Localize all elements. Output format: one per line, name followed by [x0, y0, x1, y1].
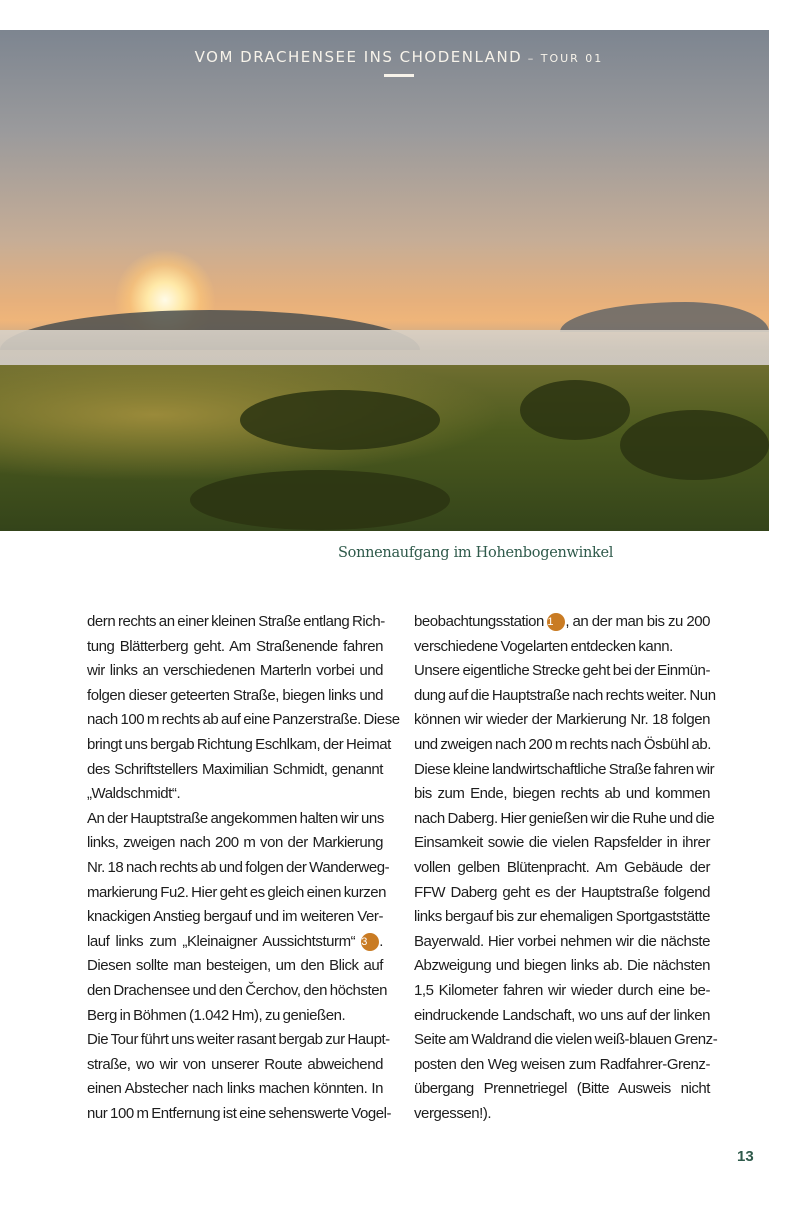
hill: [560, 302, 769, 332]
line-text: Seite am Waldrand die vielen weiß-blauen Grenz-: [414, 1031, 718, 1049]
text-line: [87, 856, 390, 881]
text-line: [414, 635, 710, 660]
text-line: [87, 807, 383, 832]
line-text: tung Blätterberg geht. Am Straßenende fahren: [87, 637, 383, 655]
text-column-right: [414, 610, 718, 1126]
text-line: [87, 881, 387, 906]
text-line: [414, 684, 716, 709]
line-text: Diese kleine landwirtschaftliche Straße fahren wir: [414, 760, 715, 778]
forest: [190, 470, 450, 530]
line-text: vergessen!).: [414, 1104, 492, 1122]
header-separator: –: [522, 52, 541, 65]
line-text: Nr. 18 nach rechts ab und folgen der Wanderweg-: [87, 858, 390, 876]
header-rule: [384, 74, 414, 77]
line-text: straße, wo wir von unserer Route abweichend: [87, 1055, 383, 1073]
text-line: [414, 1004, 710, 1029]
text-line: [87, 1028, 390, 1053]
line-text: folgen dieser geteerten Straße, biegen links und: [87, 686, 383, 704]
forest: [620, 410, 769, 480]
line-text: Abzweigung und biegen links ab. Die nächsten: [414, 957, 710, 975]
line-text: den Drachensee und den Čerchov, den höchsten: [87, 981, 387, 999]
text-line: [87, 1004, 383, 1029]
text-line: [414, 831, 710, 856]
text-column-left: [87, 610, 400, 1126]
text-line: [87, 610, 383, 635]
text-line: [87, 635, 383, 660]
photo-caption: Sonnenaufgang im Hohenbogenwinkel: [338, 545, 614, 561]
text-line: [414, 758, 715, 783]
text-line: [87, 905, 383, 930]
text-line: [414, 930, 710, 955]
text-line: [87, 954, 383, 979]
text-line: [87, 1102, 392, 1127]
line-text: links, zweigen nach 200 m von der Markierung: [87, 834, 383, 852]
line-text: knackigen Anstieg bergauf und im weiteren Ver-: [87, 908, 383, 926]
text-line: [414, 979, 710, 1004]
text-line: [87, 708, 400, 733]
line-text: nach 100 m rechts ab auf eine Panzerstraße. Diese: [87, 711, 400, 729]
text-line: [87, 979, 387, 1004]
line-text: können wir wieder der Markierung Nr. 18 folgen: [414, 711, 710, 729]
line-text-after: , an der man bis zu 200: [565, 613, 710, 630]
line-text: „Waldschmidt“.: [87, 785, 181, 803]
text-line: [414, 1053, 710, 1078]
text-line: [414, 733, 710, 758]
line-text: nur 100 m Entfernung ist eine sehenswerte Vogel-: [87, 1104, 392, 1122]
text-line: [87, 1053, 383, 1078]
route-marker-badge: 3: [361, 933, 379, 951]
text-line: [87, 684, 383, 709]
text-line: [414, 807, 715, 832]
landscape-photo: [0, 30, 769, 531]
text-line: [414, 782, 710, 807]
text-line: [87, 659, 383, 684]
text-line: [414, 905, 710, 930]
text-line: [414, 856, 710, 881]
line-text: einen Abstecher nach links machen könnten. In: [87, 1080, 383, 1098]
text-line: [414, 610, 710, 635]
line-text: links bergauf bis zur ehemaligen Sportgaststätte: [414, 908, 710, 926]
line-text: 1,5 Kilometer fahren wir wieder durch eine be-: [414, 981, 710, 999]
line-text: Bayerwald. Hier vorbei nehmen wir die nächste: [414, 932, 710, 950]
header-title: VOM DRACHENSEE INS CHODENLAND: [194, 48, 523, 66]
line-text: wir links an verschiedenen Marterln vorbei und: [87, 662, 383, 680]
text-line: [87, 1077, 383, 1102]
running-header: [0, 48, 798, 66]
line-text: Unsere eigentliche Strecke geht bei der Einmün-: [414, 662, 710, 680]
line-text: dern rechts an einer kleinen Straße entlang Rich-: [87, 613, 385, 630]
line-text: FFW Daberg geht es der Hauptstraße folgend: [414, 883, 710, 901]
line-text-after: .: [379, 932, 384, 950]
text-line: [87, 930, 383, 955]
text-line: [414, 1028, 718, 1053]
line-text: dung auf die Hauptstraße nach rechts weiter. Nun: [414, 686, 716, 704]
page-number: 13: [737, 1148, 754, 1165]
text-line: [87, 758, 383, 783]
line-text: markierung Fu2. Hier geht es gleich einen kurzen: [87, 883, 387, 901]
line-text: lauf links zum „Kleinaigner Aussichtsturm“: [87, 932, 356, 950]
line-text: Berg in Böhmen (1.042 Hm), zu genießen.: [87, 1006, 346, 1024]
line-text: bis zum Ende, biegen rechts ab und kommen: [414, 785, 710, 803]
line-text: des Schriftstellers Maximilian Schmidt, genannt: [87, 760, 383, 778]
text-line: [87, 733, 391, 758]
text-line: [414, 954, 710, 979]
text-line: [414, 1077, 710, 1102]
text-line: [414, 881, 710, 906]
line-text: nach Daberg. Hier genießen wir die Ruhe und die: [414, 809, 715, 827]
line-text: Die Tour führt uns weiter rasant bergab zur Haupt-: [87, 1031, 390, 1049]
line-text: beobachtungsstation: [414, 613, 544, 630]
header-tour: TOUR 01: [540, 52, 604, 65]
text-line: [87, 831, 383, 856]
text-line: [87, 782, 383, 807]
line-text: eindruckende Landschaft, wo uns auf der linken: [414, 1006, 710, 1024]
text-line: [414, 708, 710, 733]
line-text: bringt uns bergab Richtung Eschlkam, der Heimat: [87, 735, 391, 753]
forest: [240, 390, 440, 450]
line-text: vollen gelben Blütenpracht. Am Gebäude der: [414, 858, 710, 876]
line-text: posten den Weg weisen zum Radfahrer-Grenz-: [414, 1055, 710, 1073]
route-marker-badge: 1: [547, 613, 565, 631]
line-text: An der Hauptstraße angekommen halten wir uns: [87, 809, 384, 827]
line-text: Einsamkeit sowie die vielen Rapsfelder in ihrer: [414, 834, 710, 852]
line-text: verschiedene Vogelarten entdecken kann.: [414, 637, 673, 655]
text-line: [414, 1102, 710, 1127]
forest: [520, 380, 630, 440]
line-text: Diesen sollte man besteigen, um den Blick auf: [87, 957, 383, 975]
line-text: übergang Prennetriegel (Bitte Ausweis nicht: [414, 1080, 710, 1098]
line-text: und zweigen nach 200 m rechts nach Ösbühl ab.: [414, 735, 711, 753]
text-line: [414, 659, 710, 684]
